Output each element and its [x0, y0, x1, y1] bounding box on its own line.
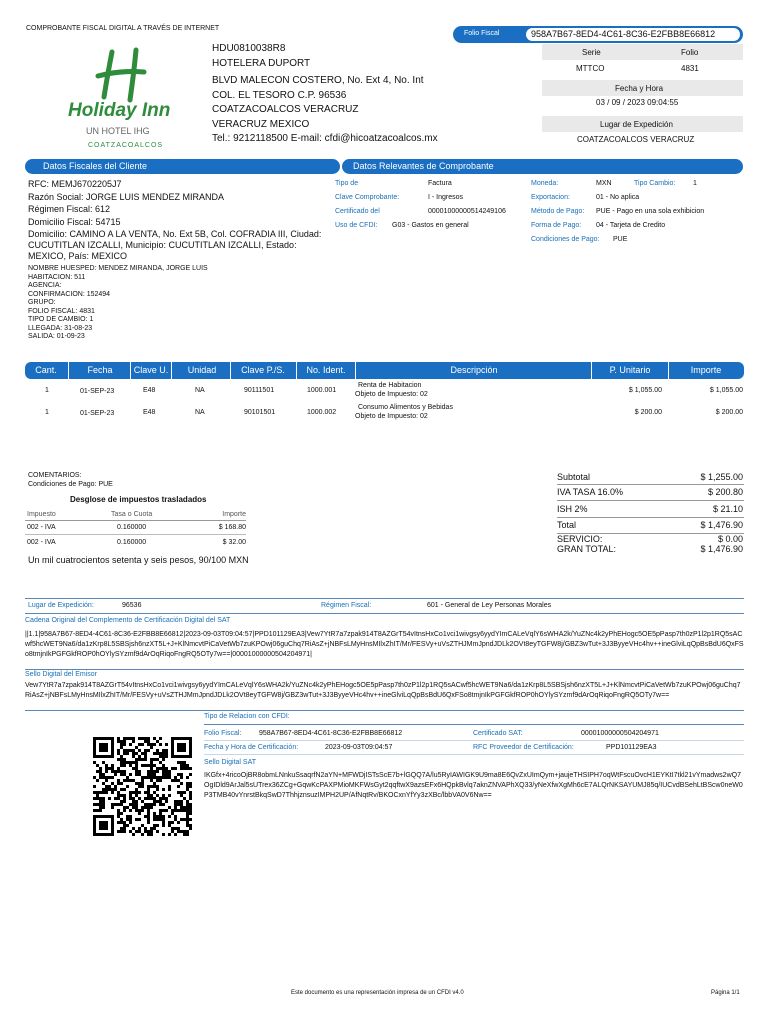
emisor-name: HOTELERA DUPORT [212, 57, 311, 69]
row-desc1: Renta de Habitacion [358, 382, 422, 389]
cadena-title: Cadena Original del Complemento de Certificación Digital del SAT [25, 617, 231, 624]
row-p-unitario: $ 200.00 [634, 409, 662, 416]
uso-label: Uso de CFDI: [335, 222, 378, 229]
fecha-cert-label: Fecha y Hora de Certificación: [204, 744, 299, 751]
col-unidad: Unidad [187, 365, 217, 375]
qr-code-icon [93, 737, 192, 836]
tax-col-impuesto: Impuesto [27, 511, 56, 518]
cfdi-note: Este documento es una representación impresa de un CFDI v4.0 [291, 990, 464, 996]
desglose-title: Desglose de impuestos trasladados [70, 495, 207, 504]
comprobante-section-bar [342, 159, 743, 174]
fecha-value: 03 / 09 / 2023 09:04:55 [596, 98, 679, 107]
serie-label: Serie [582, 48, 601, 57]
subtotal-value: $ 1,255.00 [700, 472, 743, 482]
total-letra: Un mil cuatrocientos setenta y seis pesos, 90/100 MXN [28, 555, 249, 565]
fecha-cert-value: 2023-09-03T09:04:57 [325, 744, 393, 751]
emisor-block [212, 42, 438, 147]
serie-folio-header [542, 44, 743, 60]
emisor-addr3: COATZACOALCOS VERACRUZ [212, 104, 359, 115]
col-importe: Importe [690, 365, 722, 375]
col-descripcion: Descripción [450, 365, 498, 375]
tax-importe: $ 168.80 [218, 524, 246, 531]
extra-line: LLEGADA: 31-08-23 [28, 324, 93, 332]
row-desc2: Objeto de Impuesto: 02 [355, 391, 428, 398]
lugar-value: COATZACOALCOS VERACRUZ [577, 135, 695, 144]
cert-label: Certificado del [335, 208, 380, 215]
tax-col-tasa: Tasa o Cuota [111, 511, 153, 518]
table-row [25, 404, 744, 426]
forma-label: Forma de Pago: [531, 222, 582, 229]
servicio-label: SERVICIO: [557, 534, 603, 544]
ish-value: $ 21.10 [712, 504, 743, 514]
row-no-ident: 1000.002 [307, 409, 337, 416]
clave-label: Clave Comprobante: [335, 194, 400, 201]
folio-fiscal-label: Folio Fiscal [464, 30, 500, 37]
extra-line: SALIDA: 01-09-23 [28, 333, 85, 340]
sello-emisor-value: Vew7YtR7a7zpak914T8AZGrT54vItnsHxCo1vci1wivgsy6yydYImCALeVqlY6sWHA2k/YuZNc4k2yPhEHogc5OE5pPasp7th0zP1l2p1RQ5sACwf5hcWET9Na6/da1zKrp8L5SBSjsh6nzXT5L+J+KlNmcvtPiCaVetWb7zuKPOwj06guChq7RiAsZ+jNBFsLMyHnsMIlxZhIT/Mr/FESVy+uVsZTHJMmJpndJDLk2OVt8eyTGFW8j/GBZ3wTut+3J3ByyeVHc4hv++ineGlviLqQpBsBdU6QxFSo8tmjnIkPGFGkfROP0hOYlySYzmf9dArOqRiqoFngRQ5OTy7w== [25, 682, 741, 699]
extra-line: GRUPO: [28, 299, 56, 306]
uso-value: G03 - Gastos en general [392, 222, 469, 229]
row-clave-ps: 90101501 [244, 409, 276, 416]
rfc-proveedor-value: PPD101129EA3 [606, 744, 657, 751]
col-p-unitario: P. Unitario [609, 365, 651, 375]
iva-label: IVA TASA 16.0% [557, 487, 624, 497]
col-cant: Cant. [35, 365, 57, 375]
folio-label: Folio [681, 48, 699, 57]
extra-line: HABITACION: 511 [28, 273, 86, 281]
row-importe: $ 200.00 [715, 409, 743, 416]
regimen-fiscal-value: 601 - General de Ley Personas Morales [427, 602, 552, 609]
logo-sub: UN HOTEL IHG [86, 126, 150, 136]
emisor-rfc: HDU0810038R8 [212, 43, 286, 54]
fecha-header [542, 80, 743, 96]
cliente-rfc: RFC: MEMJ6702205J7 [28, 179, 122, 189]
tax-impuesto: 002 - IVA [27, 539, 56, 546]
table-row [25, 382, 744, 404]
cert-value: 00001000000514249106 [428, 208, 506, 215]
col-clave-ps: Clave P./S. [241, 365, 285, 375]
comentarios-value: Condiciones de Pago: PUE [28, 481, 113, 488]
logo-city: COATZACOALCOS [88, 142, 164, 149]
emisor-addr4: VERACRUZ MEXICO [212, 118, 310, 130]
row-fecha: 01-SEP-23 [80, 388, 115, 395]
cliente-section-title: Datos Fiscales del Cliente [43, 161, 148, 171]
serie-value: MTTCO [576, 64, 605, 73]
tipo-de-value: Factura [428, 180, 452, 187]
row-cant: 1 [45, 387, 49, 394]
row-unidad: NA [195, 409, 205, 416]
row-unidad: NA [195, 387, 205, 394]
extra-line: FOLIO FISCAL: 4831 [28, 307, 95, 315]
export-value: 01 - No aplica [596, 194, 640, 201]
sello-sat-value: IKGfx+4ricoOjBR8obmLNnkuSsaqrfN2aYN+MFWDjISTsScE7b+lGQQ7A/lu5RyIAWIGK9U9ma8E6QvZxUImQym+jaujeTHSIPH7oqWtFscuOvcH1EYKtI7tkl21vYmadws2wQ7OgIDld9ArJal5sUTrex36ZCg+GqwKcPAXPMioMKFWsGyt2qqftwX9azsEFx6HQpkBvlq7aknZNVAPhXQ33/yNeXfwXgMh6cE7ALQrNKSAYUMJ85q/IUCvdBSehLtBScw0neW0P3TMB40vYnrstBkqSwD7ThhjznsuzIMPH2UP/AfNqtRv/BKOCxnYfYy3zXBc/lbbVA0V6Nw== [204, 772, 743, 799]
row-clave-u: E48 [143, 409, 156, 416]
cliente-razon: Razón Social: JORGE LUIS MENDEZ MIRANDA [28, 191, 225, 202]
col-clave-u: Clave U. [133, 365, 169, 375]
forma-value: 04 - Tarjeta de Credito [596, 222, 666, 229]
moneda-label: Moneda: [531, 180, 559, 187]
tax-tasa: 0.160000 [117, 539, 147, 546]
logo-brand: Holiday Inn [68, 100, 171, 121]
page-number: Página 1/1 [711, 990, 740, 996]
lugar-exp-value: 96536 [122, 602, 142, 609]
clave-value: I - Ingresos [428, 194, 464, 201]
metodo-value: PUE - Pago en una sola exhibicion [596, 208, 705, 215]
doc-type: COMPROBANTE FISCAL DIGITAL A TRAVÉS DE INTERNET [26, 25, 220, 32]
folio-fiscal-sat-value: 958A7B67-8ED4-4C61-8C36-E2FBB8E66812 [259, 730, 403, 737]
lugar-header [542, 116, 743, 132]
total-value: $ 1,476.90 [700, 520, 743, 530]
condiciones-label: Condiciones de Pago: [531, 236, 600, 243]
subtotal-label: Subtotal [557, 472, 591, 482]
qr-code [93, 737, 192, 836]
row-no-ident: 1000.001 [307, 387, 337, 394]
extra-line: AGENCIA: [28, 282, 62, 289]
row-fecha: 01-SEP-23 [80, 410, 115, 417]
extra-line: CONFIRMACION: 152494 [28, 290, 111, 298]
extra-line: TIPO DE CAMBIO: 1 [28, 316, 94, 323]
emisor-addr1: BLVD MALECON COSTERO, No. Ext 4, No. Int [212, 75, 424, 86]
tax-tasa: 0.160000 [117, 524, 147, 531]
comprobante-section-title: Datos Relevantes de Comprobante [353, 161, 494, 171]
row-cant: 1 [45, 409, 49, 416]
cliente-regimen: Régimen Fiscal: 612 [28, 204, 111, 214]
tax-importe: $ 32.00 [222, 539, 246, 546]
emisor-addr2: COL. EL TESORO C.P. 96536 [212, 89, 347, 101]
row-p-unitario: $ 1,055.00 [628, 387, 662, 394]
rfc-proveedor-label: RFC Proveedor de Certificación: [473, 744, 574, 751]
cliente-domicilio: Domicilio: CAMINO A LA VENTA, No. Ext 5B, Col. COFRADIA III, Ciudad: CUCUTITLAN IZCALLI, Municipio: CUCUTITLAN IZCALLI, Estado: MEXICO, País: MEXICO [28, 229, 322, 261]
row-desc1: Consumo Alimentos y Bebidas [358, 404, 453, 411]
gran-total-label: GRAN TOTAL: [557, 544, 617, 554]
sello-emisor-title: Sello Digital del Emisor [25, 671, 97, 678]
tipo-cambio-label: Tipo Cambio: [634, 180, 676, 187]
folio-fiscal-sat-label: Folio Fiscal: [204, 730, 242, 737]
moneda-value: MXN [596, 180, 612, 187]
holiday-inn-logo [64, 42, 196, 154]
folio-value: 4831 [681, 64, 699, 73]
tax-impuesto: 002 - IVA [27, 524, 56, 531]
comentarios-label: COMENTARIOS: [28, 472, 82, 479]
h-logo-icon [64, 42, 196, 154]
row-importe: $ 1,055.00 [709, 387, 743, 394]
tax-row [25, 537, 246, 551]
cadena-value: ||1.1|958A7B67-8ED4-4C61-8C36-E2FBB8E66812|2023-09-03T09:04:57|PPD101129EA3|Vew7YtR7a7zpak914T8AZGrT54vItnsHxCo1vci1wivgsy6yydYImCALeVqlY6sWHA2k/YuZNc4k2yPhEHogc5OE5pPasp7th0zP1l2p1RQ5sACwf5hcWET9Na6/da1zKrp8L5SBSjsh6nzXT5L+J+KlNmcvtPiCaVetWb7zuKPOwj06guChq7RiAsZ+jNBFsLMyHnsMIlxZhIT/Mr/FESVy+uVsZTHJMmJpndJDLk2OVt8eyTGFW8j/GBZ3wTut+3J3ByyeVHc4hv++ineGlviLqQpBsBdU6QxFSo8tmjnIkPGFGkfROP0hOYlySYzmf9dArOqRiqoFngRQ5OTy7w==|00001000000504204971| [25, 631, 744, 658]
cliente-block [28, 178, 333, 262]
folio-fiscal-value: 958A7B67-8ED4-4C61-8C36-E2FBB8E66812 [531, 29, 716, 39]
emisor-contact: Tel.: 9212118500 E-mail: cfdi@hicoatzacoalcos.mx [212, 133, 438, 144]
tipo-relacion-label: Tipo de Relacion con CFDI: [204, 713, 290, 720]
row-clave-ps: 90111501 [244, 387, 275, 394]
total-label: Total [557, 520, 577, 530]
cert-sat-value: 00001000000504204971 [581, 730, 659, 737]
extra-line: NOMBRE HUESPED: MENDEZ MIRANDA, JORGE LUIS [28, 265, 208, 272]
sello-sat-title: Sello Digital SAT [204, 759, 257, 766]
lugar-label: Lugar de Expedición [600, 120, 673, 129]
cliente-extra [28, 265, 208, 342]
ish-label: ISH 2% [557, 504, 588, 514]
row-clave-u: E48 [143, 387, 156, 394]
folio-fiscal-bar [453, 26, 743, 43]
items-table-header [25, 362, 744, 379]
tax-col-importe: Importe [222, 511, 246, 518]
metodo-label: Método de Pago: [531, 208, 585, 215]
lugar-exp-label: Lugar de Expedición: [28, 602, 94, 609]
iva-value: $ 200.80 [707, 487, 743, 497]
gran-total-value: $ 1,476.90 [700, 544, 743, 554]
cliente-section-bar [25, 159, 340, 174]
fecha-label: Fecha y Hora [615, 84, 664, 93]
cliente-domicilio-fiscal: Domicilio Fiscal: 54715 [28, 216, 121, 227]
servicio-value: $ 0.00 [717, 534, 743, 544]
regimen-fiscal-label: Régimen Fiscal: [321, 602, 372, 609]
tipo-cambio-value: 1 [693, 180, 697, 187]
col-fecha: Fecha [87, 365, 113, 375]
condiciones-value: PUE [613, 236, 628, 243]
col-no-ident: No. Ident. [306, 365, 346, 375]
tipo-de-label: Tipo de [335, 180, 359, 187]
row-desc2: Objeto de Impuesto: 02 [355, 413, 428, 420]
cert-sat-label: Certificado SAT: [473, 730, 523, 737]
export-label: Exportacion: [531, 194, 570, 201]
